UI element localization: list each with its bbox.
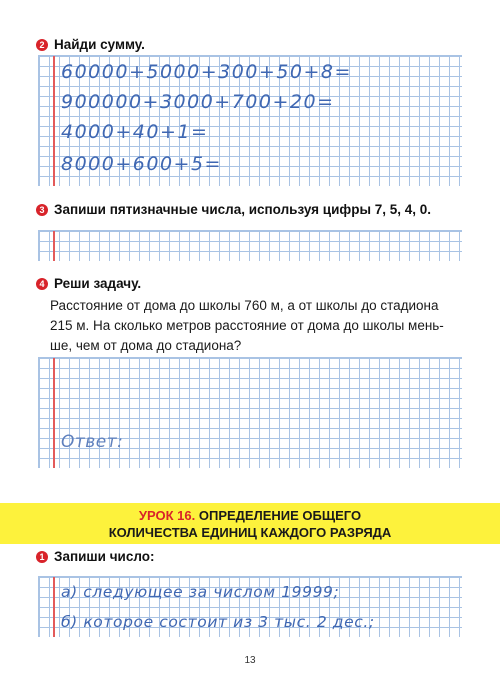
- task-title: Реши задачу.: [54, 276, 142, 291]
- grid-area-numbers: [38, 576, 462, 637]
- lesson-heading: [0, 507, 500, 541]
- task-number-badge: 1: [36, 551, 48, 563]
- grid-area-sums: [38, 55, 462, 186]
- task-title: Запиши пятизначные числа, используя цифры 7, 5, 4, 0.: [54, 202, 432, 217]
- expression-line: 4000+40+1=: [61, 121, 209, 143]
- handwritten-item: а) следующее за числом 19999;: [61, 583, 340, 601]
- expression-line: 60000+5000+300+50+8=: [61, 61, 352, 83]
- lesson-title-line1: ОПРЕДЕЛЕНИЕ ОБЩЕГО: [198, 508, 362, 523]
- word-problem-text: Расстояние от дома до школы 760 м, а от школы до стадиона 215 м. На сколько метров расстояние от дома до школы мень-ше, чем от дома до стадиона?: [50, 298, 444, 353]
- grid-area-answer-row: [38, 230, 462, 261]
- grid-area-solution: [38, 357, 462, 468]
- task-number-badge: 2: [36, 39, 48, 51]
- task-2-header: [36, 37, 145, 52]
- task-number-badge: 4: [36, 278, 48, 290]
- task-4-header: [36, 276, 141, 291]
- expression-line: 900000+3000+700+20=: [61, 91, 335, 113]
- task-number-badge: 3: [36, 204, 48, 216]
- task-title: Запиши число:: [54, 549, 155, 564]
- answer-label: Ответ:: [61, 432, 124, 452]
- page-number: 13: [244, 655, 256, 666]
- task-3-header: [36, 202, 431, 217]
- task-title: Найди сумму.: [54, 37, 145, 52]
- lesson-banner: [0, 503, 500, 544]
- lesson-number: УРОК 16.: [138, 508, 196, 523]
- expression-line: 8000+600+5=: [61, 153, 222, 175]
- task-1-header: [36, 549, 155, 564]
- lesson-title-line2: КОЛИЧЕСТВА ЕДИНИЦ КАЖДОГО РАЗРЯДА: [108, 525, 392, 540]
- handwritten-item: б) которое состоит из 3 тыс. 2 дес.;: [61, 613, 375, 631]
